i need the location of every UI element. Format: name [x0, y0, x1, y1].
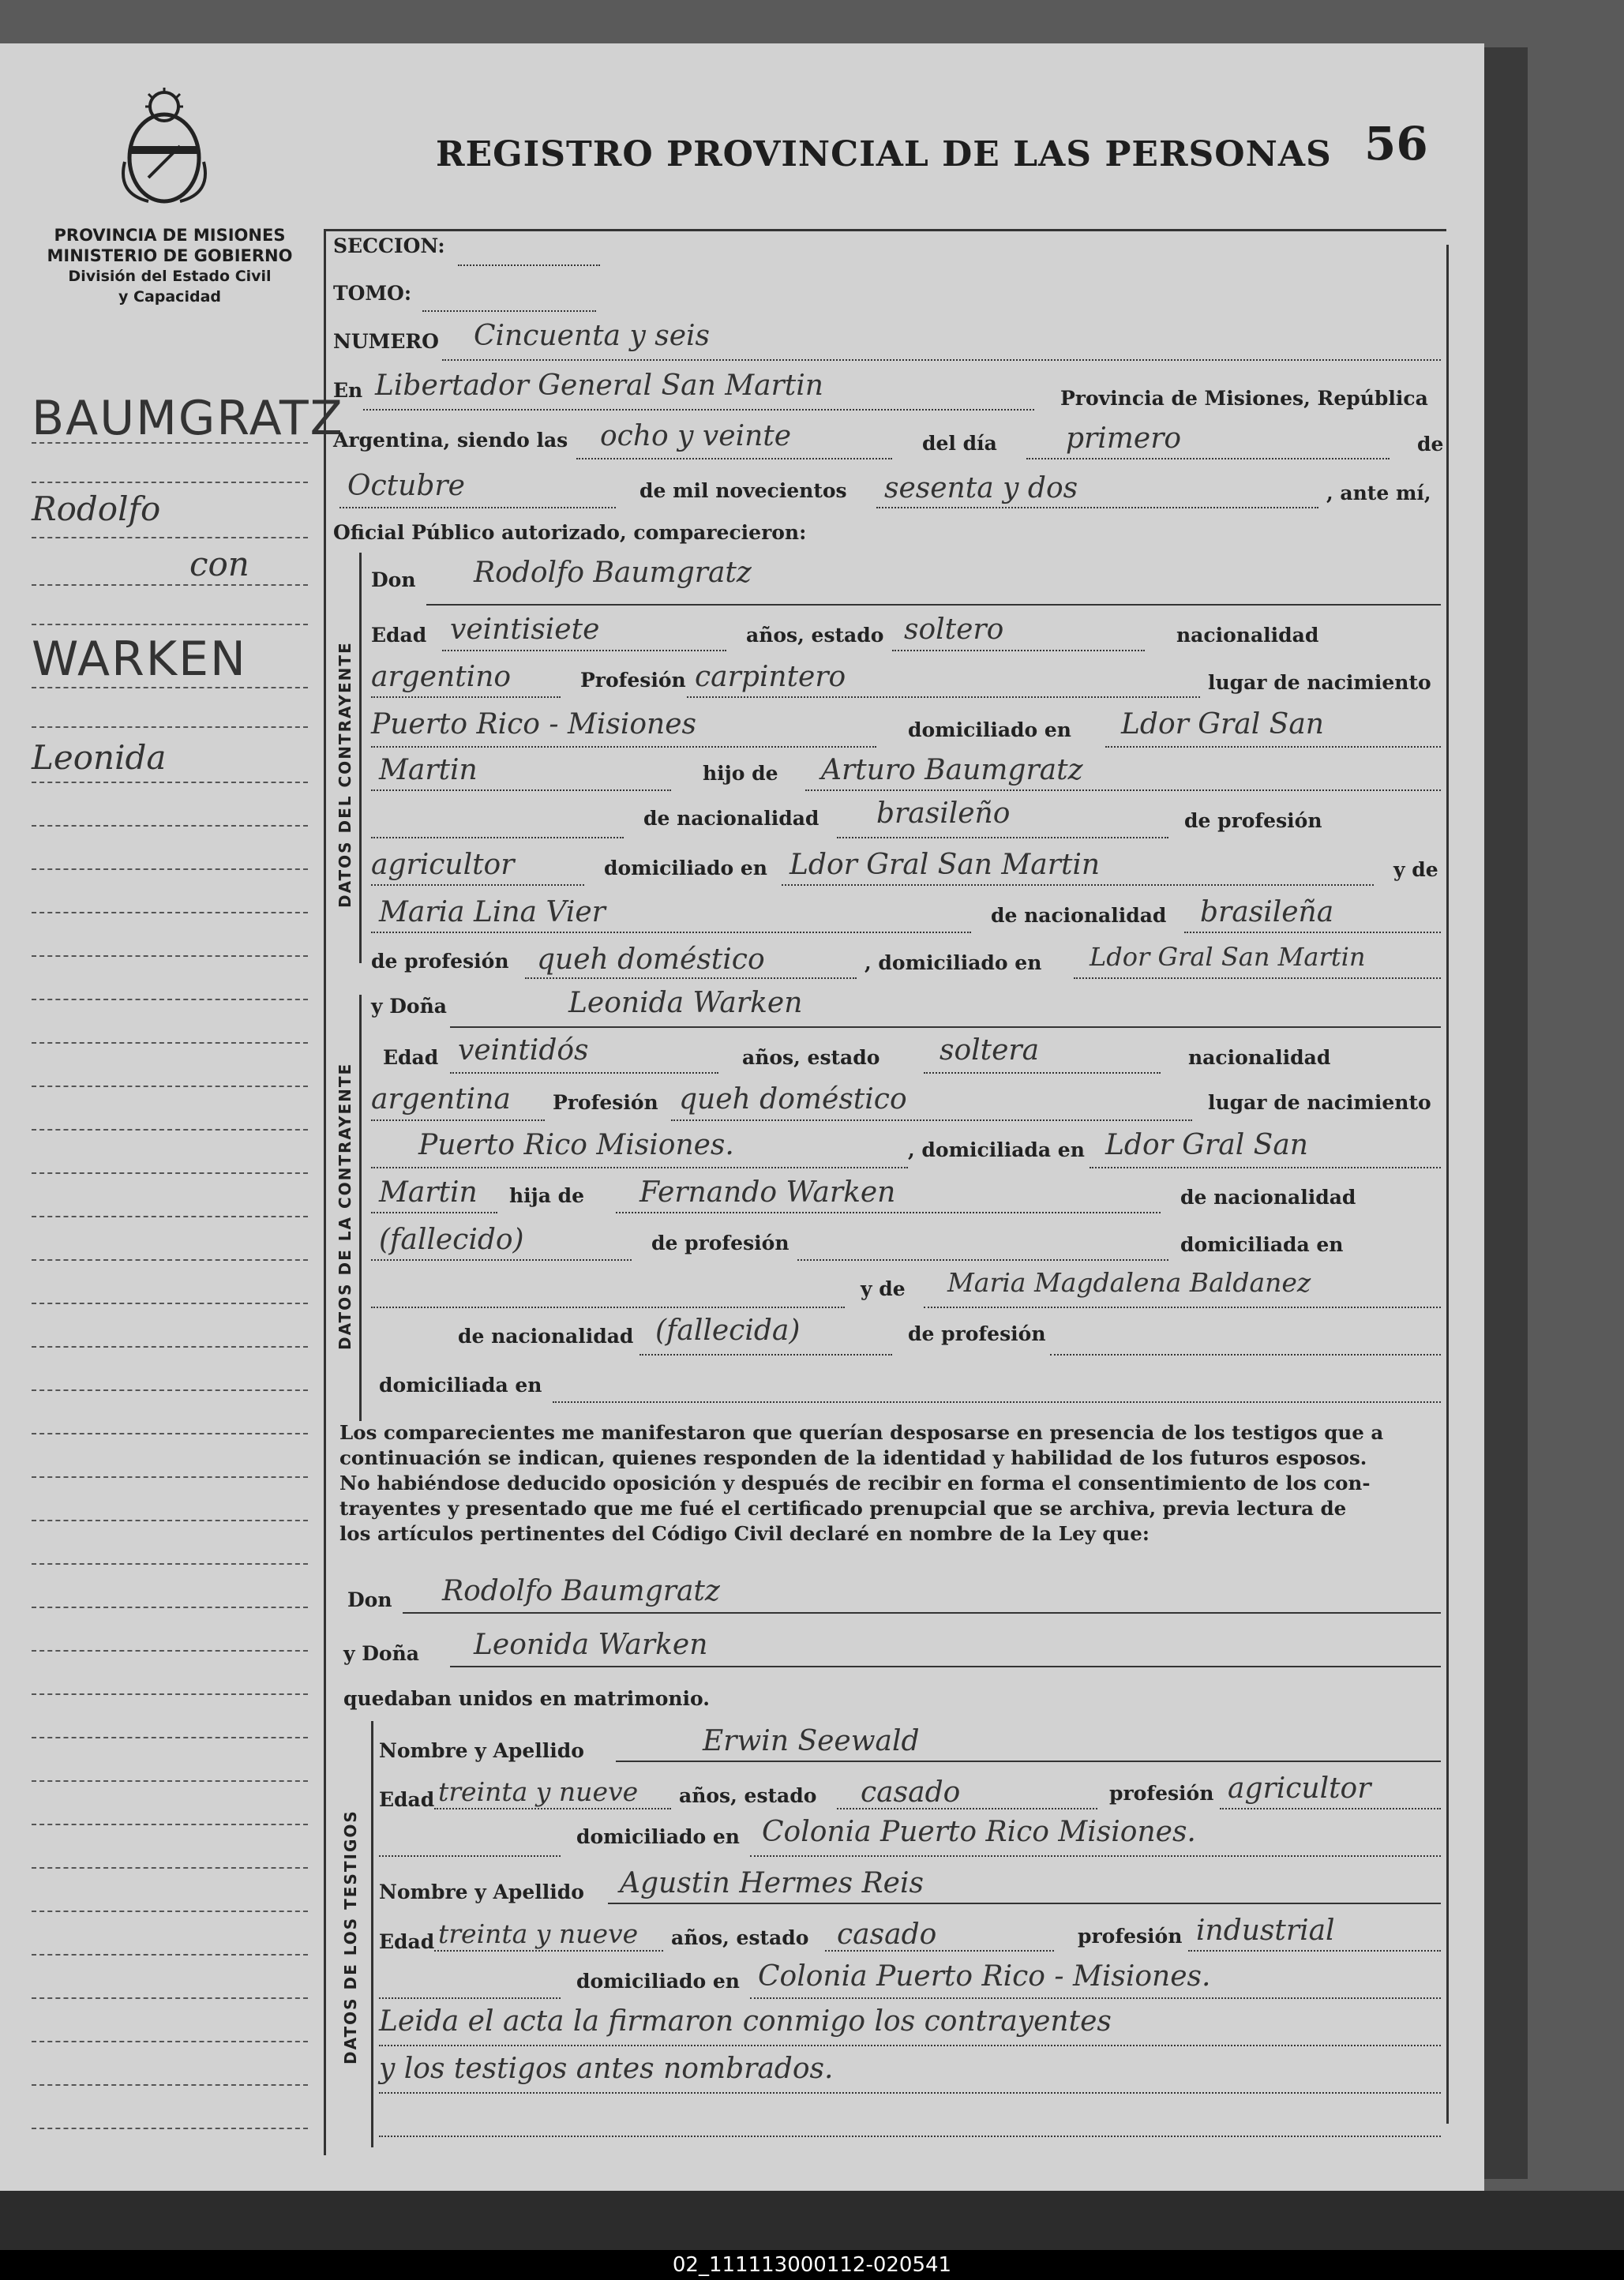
- dom-label: domiciliado en: [908, 718, 1071, 741]
- dom2-label: domiciliado en: [604, 857, 767, 879]
- hora-line: [576, 458, 892, 459]
- union-don-line: [403, 1612, 1441, 1614]
- t1-prof-label: profesión: [1109, 1782, 1214, 1805]
- madre2-dom-label: domiciliada en: [379, 1374, 542, 1397]
- t2-edad-label: Edad: [379, 1930, 435, 1953]
- lugar2-value: Puerto Rico Misiones.: [418, 1129, 734, 1161]
- yde2-label: y de: [861, 1277, 906, 1300]
- en-value: Libertador General San Martin: [375, 369, 823, 402]
- madre2-nac-label: de nacionalidad: [458, 1325, 634, 1348]
- prof-label: Profesión: [580, 669, 686, 692]
- mes-value: Octubre: [347, 470, 465, 502]
- dona-value: Leonida Warken: [568, 987, 803, 1019]
- madre-dom: Ldor Gral San Martin: [1090, 942, 1366, 972]
- testigos-side-label: DATOS DE LOS TESTIGOS: [341, 1809, 360, 2064]
- numero-label: NUMERO: [333, 330, 439, 353]
- lugar-value: Puerto Rico - Misiones: [371, 708, 697, 741]
- madre-nac-label: de nacionalidad: [991, 904, 1167, 927]
- madre2-nac-line: [639, 1354, 892, 1356]
- paragraph-line-2: continuación se indican, quienes responden de la identidad y habilidad de los futuros esposos.: [339, 1446, 1367, 1469]
- padre-value: Arturo Baumgratz: [821, 754, 1083, 786]
- t2-dom-label: domiciliado en: [576, 1970, 740, 1993]
- nac2-label: nacionalidad: [1188, 1046, 1331, 1069]
- t1-prof: agricultor: [1228, 1772, 1371, 1805]
- madre-prof-label: de profesión: [371, 950, 509, 973]
- prof2-line: [671, 1119, 1192, 1121]
- side-surname-2: WARKEN: [32, 632, 247, 687]
- tomo-label: TOMO:: [333, 282, 412, 305]
- denac2-label: de nacionalidad: [1180, 1186, 1356, 1209]
- t1-edad-line: [434, 1808, 671, 1809]
- contrayente-bracket: [359, 553, 362, 963]
- prof-line: [687, 696, 1200, 698]
- deprof2-label: de profesión: [651, 1232, 789, 1254]
- union-don-label: Don: [347, 1588, 392, 1611]
- page-number: 56: [1364, 117, 1428, 171]
- denac-label: de nacionalidad: [643, 807, 820, 830]
- edad2-value: veintidós: [458, 1034, 589, 1067]
- t2-edad: treinta y nueve: [438, 1918, 639, 1949]
- t2-prof-line: [1188, 1950, 1441, 1952]
- provincia-text: Provincia de Misiones, República: [1060, 387, 1428, 410]
- padre-prof-line: [371, 884, 584, 886]
- closing-rule-3: [379, 2136, 1441, 2137]
- padre2-dom-line: [371, 1307, 845, 1308]
- paragraph-line-5: los artículos pertinentes del Código Civil declaré en nombre de la Ley que:: [339, 1522, 1150, 1545]
- edad2-line: [450, 1072, 718, 1074]
- seccion-field[interactable]: [458, 264, 600, 266]
- padre-nac: brasileño: [876, 797, 1011, 830]
- t1-dom-line: [750, 1855, 1441, 1857]
- side-name-2: Leonida: [32, 738, 167, 777]
- madre-line: [371, 932, 971, 933]
- dom3-line: [1090, 1167, 1441, 1168]
- padre2-nac: (fallecido): [379, 1224, 524, 1256]
- contrayenta-bracket: [359, 995, 362, 1421]
- t2-estado: casado: [837, 1918, 937, 1951]
- t1-pre-dom-line: [379, 1855, 561, 1857]
- madre-prof-line: [525, 977, 857, 979]
- numero-line: [442, 359, 1441, 361]
- nac-value: argentino: [371, 661, 512, 693]
- dom-line: [1105, 746, 1441, 748]
- dom3-value: Ldor Gral San: [1105, 1129, 1308, 1161]
- t1-edad-label: Edad: [379, 1788, 435, 1811]
- t2-nombre: Agustin Hermes Reis: [620, 1867, 924, 1899]
- edad2-label: Edad: [383, 1046, 439, 1069]
- t1-nombre-line: [616, 1761, 1441, 1762]
- ministry-line4: y Capacidad: [118, 288, 221, 306]
- edad-value: veintisiete: [450, 613, 600, 646]
- madre-dom-label: , domiciliado en: [865, 951, 1042, 974]
- closing-rule-2: [379, 2092, 1441, 2094]
- t1-estado: casado: [861, 1776, 961, 1809]
- madre2-nac: (fallecida): [655, 1314, 801, 1347]
- padre-pre-line: [371, 837, 624, 838]
- anio-value: sesenta y dos: [884, 472, 1078, 504]
- madre-dom-line: [1074, 977, 1441, 979]
- edad-line: [442, 650, 726, 651]
- nac2-value: argentina: [371, 1083, 511, 1116]
- estado2-value: soltera: [940, 1034, 1040, 1067]
- estado-value: soltero: [904, 613, 1004, 646]
- t1-nombre: Erwin Seewald: [703, 1725, 920, 1757]
- contrayenta-side-label: DATOS DE LA CONTRAYENTE: [336, 1062, 354, 1350]
- padre-prof: agricultor: [371, 849, 515, 881]
- prof-value: carpintero: [695, 661, 846, 693]
- dom4-label: domiciliada en: [1180, 1233, 1344, 1256]
- contrayente-side-label: DATOS DEL CONTRAYENTE: [336, 641, 354, 908]
- union-dona-line: [450, 1666, 1441, 1667]
- deprof-label: de profesión: [1184, 809, 1322, 832]
- estado2-line: [924, 1072, 1161, 1074]
- t2-nombre-label: Nombre y Apellido: [379, 1881, 584, 1903]
- padre-nac-line: [837, 837, 1168, 838]
- don-label: Don: [371, 568, 416, 591]
- dom-value-2: Martin: [379, 754, 478, 786]
- de-label: de: [1417, 433, 1444, 456]
- nac-label: nacionalidad: [1176, 624, 1319, 647]
- padre2-prof-line: [797, 1259, 1168, 1261]
- madre2-value: Maria Magdalena Baldanez: [947, 1267, 1311, 1298]
- argentina-label: Argentina, siendo las: [333, 429, 568, 452]
- hora-value: ocho y veinte: [600, 420, 792, 452]
- t2-nombre-line: [608, 1903, 1441, 1904]
- mes-line: [339, 507, 616, 508]
- ministry-line1: PROVINCIA DE MISIONES: [54, 226, 286, 245]
- unidos-label: quedaban unidos en matrimonio.: [343, 1687, 710, 1710]
- closing-line-1: Leida el acta la firmaron conmigo los contrayentes: [379, 2005, 1112, 2038]
- t2-anos-label: años, estado: [671, 1926, 809, 1949]
- dom3b-line: [371, 1212, 497, 1213]
- padre-dom-line: [782, 884, 1374, 886]
- paragraph-line-1: Los comparecientes me manifestaron que querían desposarse en presencia de los testigos que a: [339, 1421, 1384, 1444]
- coat-of-arms-icon: [117, 83, 212, 212]
- top-frame-line: [324, 229, 1446, 231]
- left-frame-line: [324, 229, 326, 2155]
- t1-dom: Colonia Puerto Rico Misiones.: [762, 1816, 1196, 1848]
- madre-nac-line: [1184, 932, 1441, 933]
- prof2-value: queh doméstico: [679, 1083, 907, 1116]
- seccion-label: SECCION:: [333, 234, 445, 257]
- t1-anos-label: años, estado: [679, 1784, 817, 1807]
- page-bottom-shadow: [0, 2191, 1624, 2250]
- dia-value: primero: [1066, 422, 1182, 455]
- side-surname-1: BAUMGRATZ: [32, 391, 344, 446]
- dia-line: [1026, 458, 1390, 459]
- madre2-prof-label: de profesión: [908, 1322, 1046, 1345]
- mil-label: de mil novecientos: [639, 479, 847, 502]
- anos-label: años, estado: [746, 624, 884, 647]
- t2-prof: industrial: [1196, 1914, 1335, 1947]
- en-label: En: [333, 379, 363, 402]
- t2-edad-line: [434, 1950, 663, 1952]
- t2-prof-label: profesión: [1078, 1925, 1183, 1948]
- t1-estado-line: [837, 1808, 1097, 1809]
- closing-line-2: y los testigos antes nombrados.: [379, 2053, 834, 2085]
- padre-line: [805, 789, 1441, 791]
- dona-label: y Doña: [371, 995, 447, 1018]
- union-don-value: Rodolfo Baumgratz: [442, 1575, 720, 1607]
- union-dona-label: y Doña: [343, 1642, 419, 1665]
- madre-value: Maria Lina Vier: [379, 896, 606, 928]
- padre2-nac-line: [371, 1259, 632, 1261]
- side-connector: con: [189, 545, 249, 583]
- dom3-value-2: Martin: [379, 1176, 478, 1209]
- testigos-bracket: [371, 1721, 373, 2147]
- lugar2-line: [371, 1167, 908, 1168]
- don-value: Rodolfo Baumgratz: [474, 557, 752, 589]
- t2-estado-line: [825, 1950, 1054, 1952]
- dom-value: Ldor Gral San: [1121, 708, 1324, 741]
- paragraph-line-4: trayentes y presentado que me fué el certificado prenupcial que se archiva, previa lectura de: [339, 1497, 1347, 1520]
- madre2-dom-line: [553, 1401, 1441, 1403]
- ministry-line2: MINISTERIO DE GOBIERNO: [47, 246, 293, 265]
- page-title: REGISTRO PROVINCIAL DE LAS PERSONAS: [436, 134, 1332, 174]
- book-spine: [1484, 47, 1528, 2179]
- t1-prof-line: [1220, 1808, 1441, 1809]
- prof2-label: Profesión: [553, 1091, 658, 1114]
- hijo-label: hijo de: [703, 762, 778, 785]
- numero-value: Cincuenta y seis: [474, 320, 711, 352]
- dom2-line: [371, 789, 671, 791]
- madre-nac: brasileña: [1200, 896, 1334, 928]
- madre2-line: [924, 1307, 1441, 1308]
- del-dia-label: del día: [922, 432, 997, 455]
- edad-label: Edad: [371, 624, 427, 647]
- yde-label: y de: [1393, 858, 1438, 881]
- archive-code: 02_111113000112-020541: [0, 2250, 1624, 2280]
- padre2-line: [616, 1212, 1161, 1213]
- padre2-value: Fernando Warken: [639, 1176, 896, 1209]
- dona-line: [450, 1026, 1441, 1028]
- t2-pre-dom-line: [379, 1997, 561, 1999]
- nac2-line: [371, 1119, 545, 1121]
- lugar2-label: lugar de nacimiento: [1208, 1091, 1431, 1114]
- t1-dom-label: domiciliado en: [576, 1825, 740, 1848]
- madre2-prof-line: [1050, 1354, 1441, 1356]
- en-line: [363, 409, 1034, 411]
- hija-label: hija de: [509, 1184, 585, 1207]
- side-name-1: Rodolfo: [32, 489, 161, 528]
- oficial-label: Oficial Público autorizado, comparecieron:: [333, 521, 807, 544]
- ministry-line3: División del Estado Civil: [68, 268, 272, 285]
- tomo-field[interactable]: [422, 310, 596, 312]
- ante-label: , ante mí,: [1326, 482, 1431, 504]
- lugar-label: lugar de nacimiento: [1208, 671, 1431, 694]
- lugar-line: [371, 746, 876, 748]
- nac-line: [371, 696, 561, 698]
- closing-rule-1: [379, 2045, 1441, 2046]
- anos2-label: años, estado: [742, 1046, 880, 1069]
- dom3-label: , domiciliada en: [908, 1138, 1085, 1161]
- estado-line: [892, 650, 1145, 651]
- paragraph-line-3: No habiéndose deducido oposición y después de recibir en forma el consentimiento de los con-: [339, 1472, 1371, 1494]
- t2-dom: Colonia Puerto Rico - Misiones.: [758, 1960, 1211, 1993]
- padre-dom: Ldor Gral San Martin: [789, 849, 1101, 881]
- anio-line: [876, 507, 1318, 508]
- union-dona-value: Leonida Warken: [474, 1629, 708, 1661]
- t1-nombre-label: Nombre y Apellido: [379, 1739, 584, 1762]
- right-frame-line: [1446, 245, 1449, 2124]
- madre-prof: queh doméstico: [537, 943, 765, 976]
- ministry-block: [32, 225, 308, 307]
- t1-edad: treinta y nueve: [438, 1776, 639, 1807]
- don-line: [426, 604, 1441, 606]
- t2-dom-line: [750, 1997, 1441, 1999]
